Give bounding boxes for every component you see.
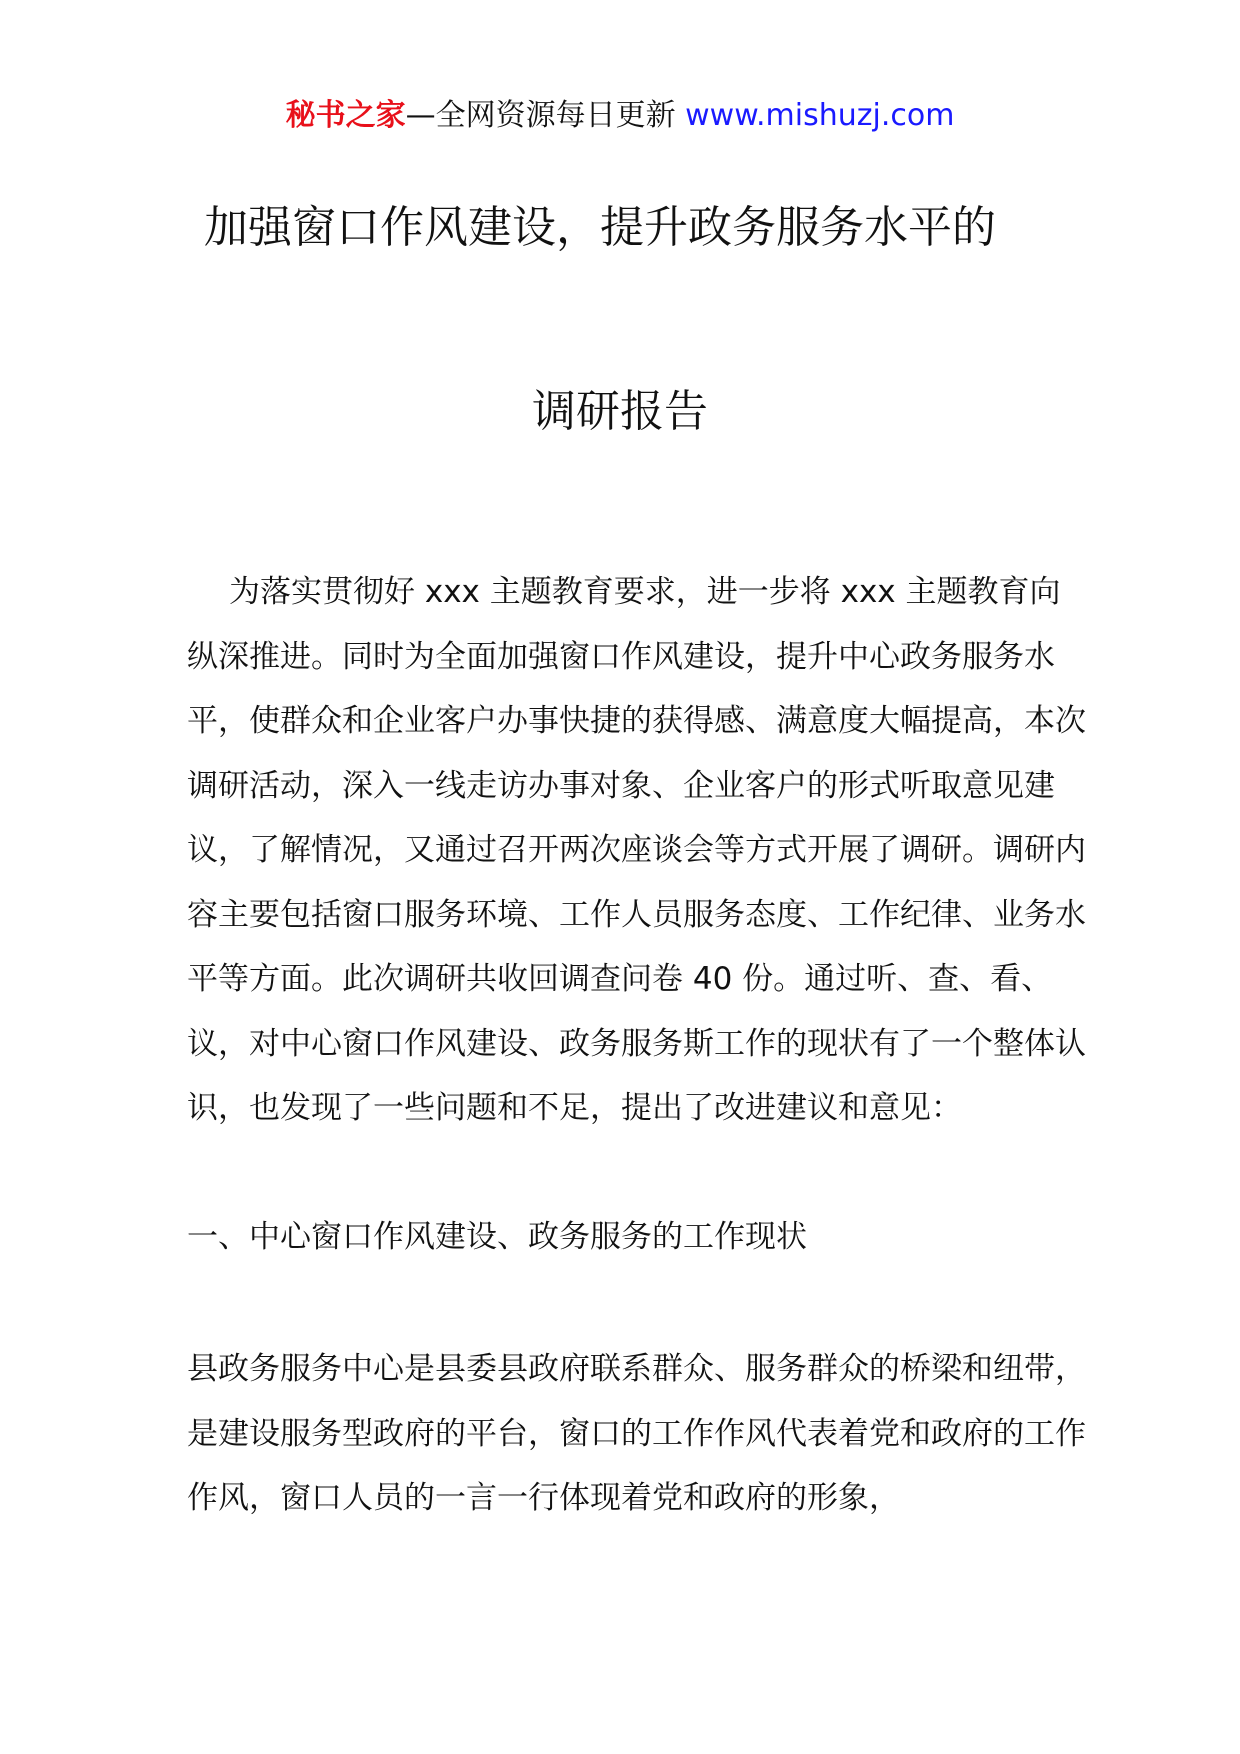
site-url-link[interactable]: www.mishuzj.com bbox=[685, 98, 955, 133]
document-title-line1: 加强窗口作风建设，提升政务服务水平的 bbox=[204, 202, 996, 253]
document-title-line2: 调研报告 bbox=[532, 386, 708, 437]
paragraph-intro: 为落实贯彻好 xxx 主题教育要求，进一步将 xxx 主题教育向纵深推进。同时为全面加强窗口作风建设，提升中心政务服务水平，使群众和企业客户办事快捷的获得感、满意度大幅提高，本次调研活动，深入一线走访办事对象、企业客户的形式听取意见建议，了解情况，又通过召开两次座谈会等方式开展了调研。调研内容主要包括窗口服务环境、工作人员服务态度、工作纪律、业务水平等方面。此次调研共收回调查问卷 40 份。通过听、查、看、议，对中心窗口作风建设、政务服务斯工作的现状有了一个整体认识，也发现了一些问题和不足，提出了改进建议和意见： bbox=[187, 574, 1086, 1126]
site-slogan: —全网资源每日更新 bbox=[405, 98, 686, 133]
site-brand: 秘书之家 bbox=[285, 98, 406, 133]
paragraph-section1: 县政务服务中心是县委县政府联系群众、服务群众的桥梁和纽带，是建设服务型政府的平台，窗口的工作作风代表着党和政府的工作作风，窗口人员的一言一行体现着党和政府的形象， bbox=[187, 1351, 1086, 1516]
section-heading-1: 一、中心窗口作风建设、政务服务的工作现状 bbox=[187, 1219, 807, 1255]
site-header bbox=[0, 96, 1240, 136]
